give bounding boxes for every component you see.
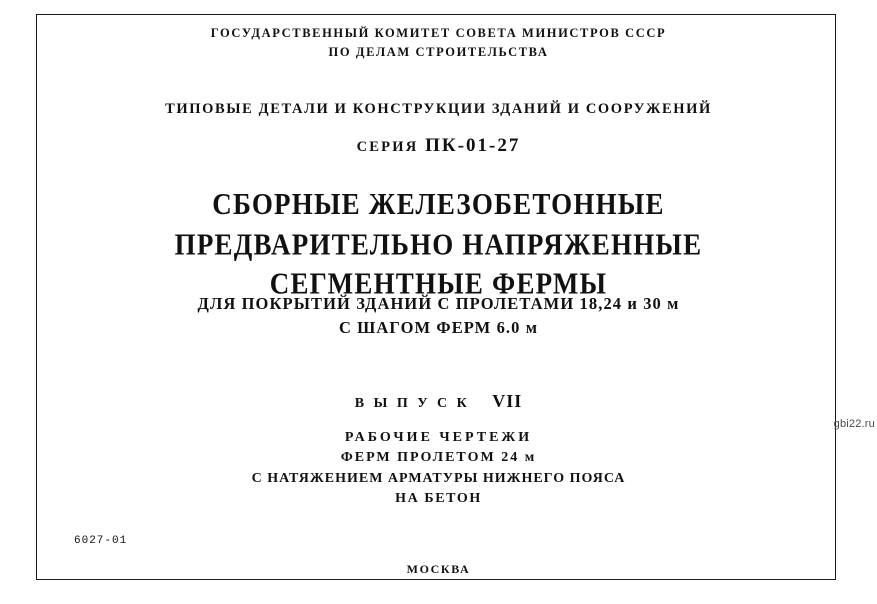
page-title-line-2: ПРЕДВАРИТЕЛЬНО НАПРЯЖЕННЫЕ bbox=[174, 227, 703, 261]
series-label: СЕРИЯ bbox=[356, 139, 419, 155]
page-title bbox=[0, 185, 877, 305]
subtitle-line-2: С ШАГОМ ФЕРМ 6.0 м bbox=[338, 317, 539, 337]
working-drawings-line-2: ФЕРМ ПРОЛЕТОМ 24 м bbox=[340, 450, 537, 466]
document-number: 6027-01 bbox=[74, 535, 128, 547]
working-drawings-line-4: НА БЕТОН bbox=[395, 490, 482, 506]
working-drawings-block bbox=[0, 428, 877, 509]
working-drawings-line-1: РАБОЧИЕ ЧЕРТЕЖИ bbox=[344, 430, 533, 445]
watermark-label: gbi22.ru bbox=[833, 418, 875, 430]
issue-number: VII bbox=[492, 391, 523, 411]
page-title-line-1: СБОРНЫЕ ЖЕЛЕЗОБЕТОННЫЕ bbox=[212, 187, 665, 221]
ministry-header bbox=[0, 26, 877, 60]
series-number-line bbox=[0, 134, 877, 158]
ministry-line-2: ПО ДЕЛАМ СТРОИТЕЛЬСТВА bbox=[328, 44, 549, 59]
issue-label: В Ы П У С К bbox=[354, 396, 470, 411]
subtitle-line-1: ДЛЯ ПОКРЫТИЙ ЗДАНИЙ С ПРОЛЕТАМИ 18,24 и 30 м bbox=[197, 294, 680, 313]
page-title-line-3: СЕГМЕНТНЫЕ ФЕРМЫ bbox=[269, 267, 608, 301]
city-label: МОСКВА bbox=[406, 562, 471, 576]
series-number: ПК-01-27 bbox=[425, 135, 521, 156]
ministry-line-1: ГОСУДАРСТВЕННЫЙ КОМИТЕТ СОВЕТА МИНИСТРОВ СССР bbox=[210, 26, 667, 40]
working-drawings-line-3: С НАТЯЖЕНИЕМ АРМАТУРЫ НИЖНЕГО ПОЯСА bbox=[251, 470, 626, 486]
subtitle bbox=[0, 292, 877, 340]
issue-line bbox=[0, 390, 877, 413]
series-heading: ТИПОВЫЕ ДЕТАЛИ И КОНСТРУКЦИИ ЗДАНИЙ И СООРУЖЕНИЙ bbox=[165, 101, 712, 117]
